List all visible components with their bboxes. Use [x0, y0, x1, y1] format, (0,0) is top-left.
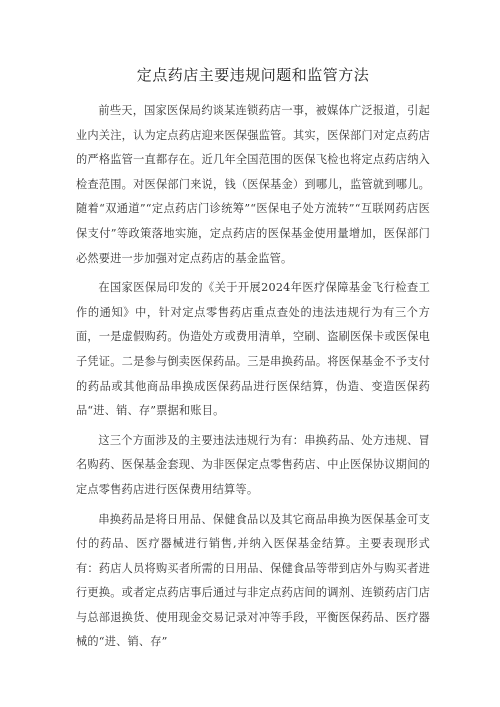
paragraph-2: 在国家医保局印发的《关于开展2024年医疗保障基金飞行检查工作的通知》中，针对定点零售药店重点查处的违法违规行为有三个方面，一是虚假购药。伪造处方或费用清单，空刷、盗刷医保卡或医保电子凭证。二是参与倒卖医保药品。三是串换药品。将医保基金不予支付的药品或其他商品串换成医保药品进行医保结算，伪造、变造医保药品“进、销、存”票据和账目。 — [76, 281, 430, 418]
paragraph-1: 前些天，国家医保局约谈某连锁药店一事，被媒体广泛报道，引起业内关注，认为定点药店迎来医保强监管。其实，医保部门对定点药店的严格监管一直都存在。近几年全国范围的医保飞检也将定点药店纳入检查范围。对医保部门来说，钱（医保基金）到哪儿，监管就到哪儿。随着“双通道”“定点药店门诊统筹”“医保电子处方流转”“互联网药店医保支付”等政策落地实施，定点药店的医保基金使用量增加，医保部门必然要进一步加强对定点药店的基金监管。 — [76, 104, 430, 265]
paragraph-3: 这三个方面涉及的主要违法违规行为有：串换药品、处方违规、冒名购药、医保基金套现、为非医保定点零售药店、中止医保协议期间的定点零售药店进行医保费用结算等。 — [76, 433, 430, 496]
paragraph-4: 串换药品是将日用品、保健食品以及其它商品串换为医保基金可支付的药品、医疗器械进行销售,并纳入医保基金结算。主要表现形式有：药店人员将购买者所需的日用品、保健食品等带到店外与购买者进行更换。或者定点药店事后通过与非定点药店间的调剂、连锁药店门店与总部退换货、使用现金交易记录对冲等手段，平衡医保药品、医疗器械的“进、销、存” — [76, 512, 430, 649]
document-title: 定点药店主要违规问题和监管方法 — [136, 66, 370, 84]
